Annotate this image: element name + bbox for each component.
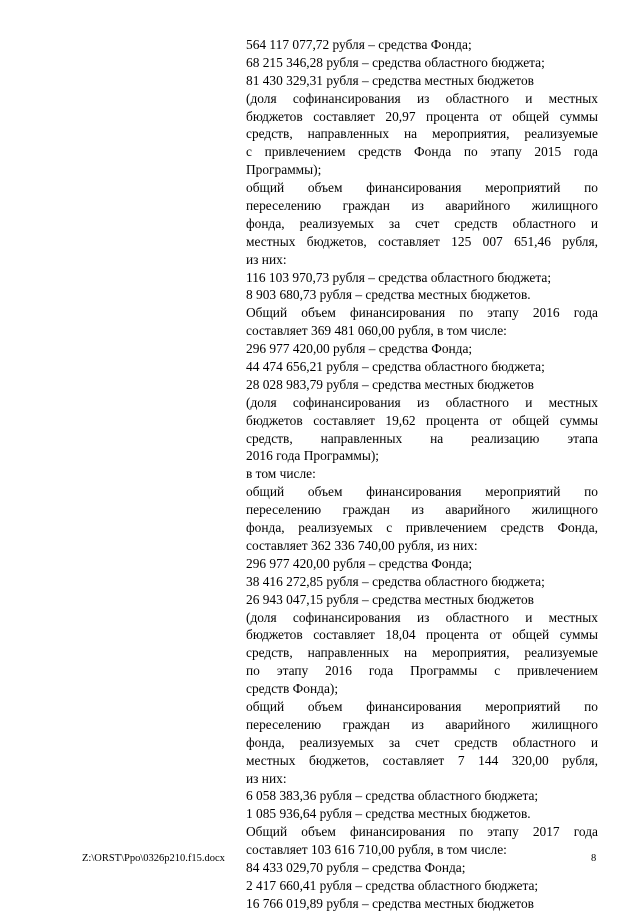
- text-line: 81 430 329,31 рубля – средства местных бюджетов: [246, 72, 534, 88]
- text-line: местных бюджетов, составляет 7 144 320,00 рубля,: [246, 752, 598, 768]
- text-line: (доля софинансирования из областного и местных: [246, 394, 598, 410]
- text-line: бюджетов составляет 20,97 процента от общей суммы: [246, 108, 598, 124]
- text-line: из них:: [246, 770, 287, 786]
- text-line: 84 433 029,70 рубля – средства Фонда;: [246, 859, 466, 875]
- text-line: 2 417 660,41 рубля – средства областного бюджета;: [246, 877, 539, 893]
- text-line: составляет 362 336 740,00 рубля, из них:: [246, 537, 478, 553]
- text-line: по этапу 2016 года Программы с привлечением: [246, 663, 598, 679]
- text-line: 116 103 970,73 рубля – средства областного бюджета;: [246, 269, 552, 285]
- text-line: (доля софинансирования из областного и местных: [246, 90, 598, 106]
- text-line: местных бюджетов, составляет 125 007 651,46 рубля,: [246, 233, 598, 249]
- text-line: 564 117 077,72 рубля – средства Фонда;: [246, 37, 472, 52]
- text-line: 16 766 019,89 рубля – средства местных бюджетов: [246, 895, 534, 911]
- text-line: бюджетов составляет 19,62 процента от общей суммы: [246, 412, 598, 428]
- document-body: [246, 36, 598, 913]
- text-line: 28 028 983,79 рубля – средства местных бюджетов: [246, 376, 534, 392]
- text-line: средств, направленных на реализацию этапа: [246, 430, 598, 446]
- text-line: 6 058 383,36 рубля – средства областного бюджета;: [246, 788, 539, 804]
- text-line: общий объем финансирования мероприятий по: [246, 180, 598, 196]
- text-line: фонда, реализуемых за счет средств областного и: [246, 734, 598, 750]
- text-line: составляет 103 616 710,00 рубля, в том числе:: [246, 842, 507, 858]
- text-line: переселению граждан из аварийного жилищного: [246, 716, 598, 732]
- text-line: 8 903 680,73 рубля – средства местных бюджетов.: [246, 287, 531, 303]
- text-line: с привлечением средств Фонда по этапу 2015 года: [246, 144, 598, 160]
- text-line: средств Фонда);: [246, 681, 339, 697]
- text-line: 1 085 936,64 рубля – средства местных бюджетов.: [246, 806, 531, 822]
- text-line: переселению граждан из аварийного жилищного: [246, 198, 598, 214]
- text-line: фонда, реализуемых за счет средств областного и: [246, 215, 598, 231]
- text-line: фонда, реализуемых с привлечением средств Фонда,: [246, 520, 598, 536]
- text-line: общий объем финансирования мероприятий по: [246, 484, 598, 500]
- page-number: 8: [591, 853, 597, 864]
- text-line: Программы);: [246, 162, 322, 178]
- text-line: переселению граждан из аварийного жилищного: [246, 502, 598, 518]
- text-line: 44 474 656,21 рубля – средства областного бюджета;: [246, 359, 545, 375]
- text-line: средств, направленных на мероприятия, реализуемые: [246, 645, 598, 661]
- text-line: составляет 369 481 060,00 рубля, в том числе:: [246, 323, 507, 339]
- text-line: 296 977 420,00 рубля – средства Фонда;: [246, 555, 473, 571]
- text-line: (доля софинансирования из областного и местных: [246, 609, 598, 625]
- text-line: 26 943 047,15 рубля – средства местных бюджетов: [246, 591, 534, 607]
- text-line: 296 977 420,00 рубля – средства Фонда;: [246, 341, 473, 357]
- text-line: бюджетов составляет 18,04 процента от общей суммы: [246, 627, 598, 643]
- footer-file-path: Z:\ORST\Ppo\0326p210.f15.docx: [82, 853, 225, 864]
- text-line: Общий объем финансирования по этапу 2017 года: [246, 824, 598, 840]
- text-line: 2016 года Программы);: [246, 448, 380, 464]
- text-line: Общий объем финансирования по этапу 2016 года: [246, 305, 598, 321]
- text-line: средств, направленных на мероприятия, реализуемые: [246, 126, 598, 142]
- text-line: в том числе:: [246, 466, 316, 482]
- text-line: из них:: [246, 251, 287, 267]
- text-line: 68 215 346,28 рубля – средства областного бюджета;: [246, 54, 545, 70]
- text-line: 38 416 272,85 рубля – средства областного бюджета;: [246, 573, 545, 589]
- text-line: общий объем финансирования мероприятий по: [246, 698, 598, 714]
